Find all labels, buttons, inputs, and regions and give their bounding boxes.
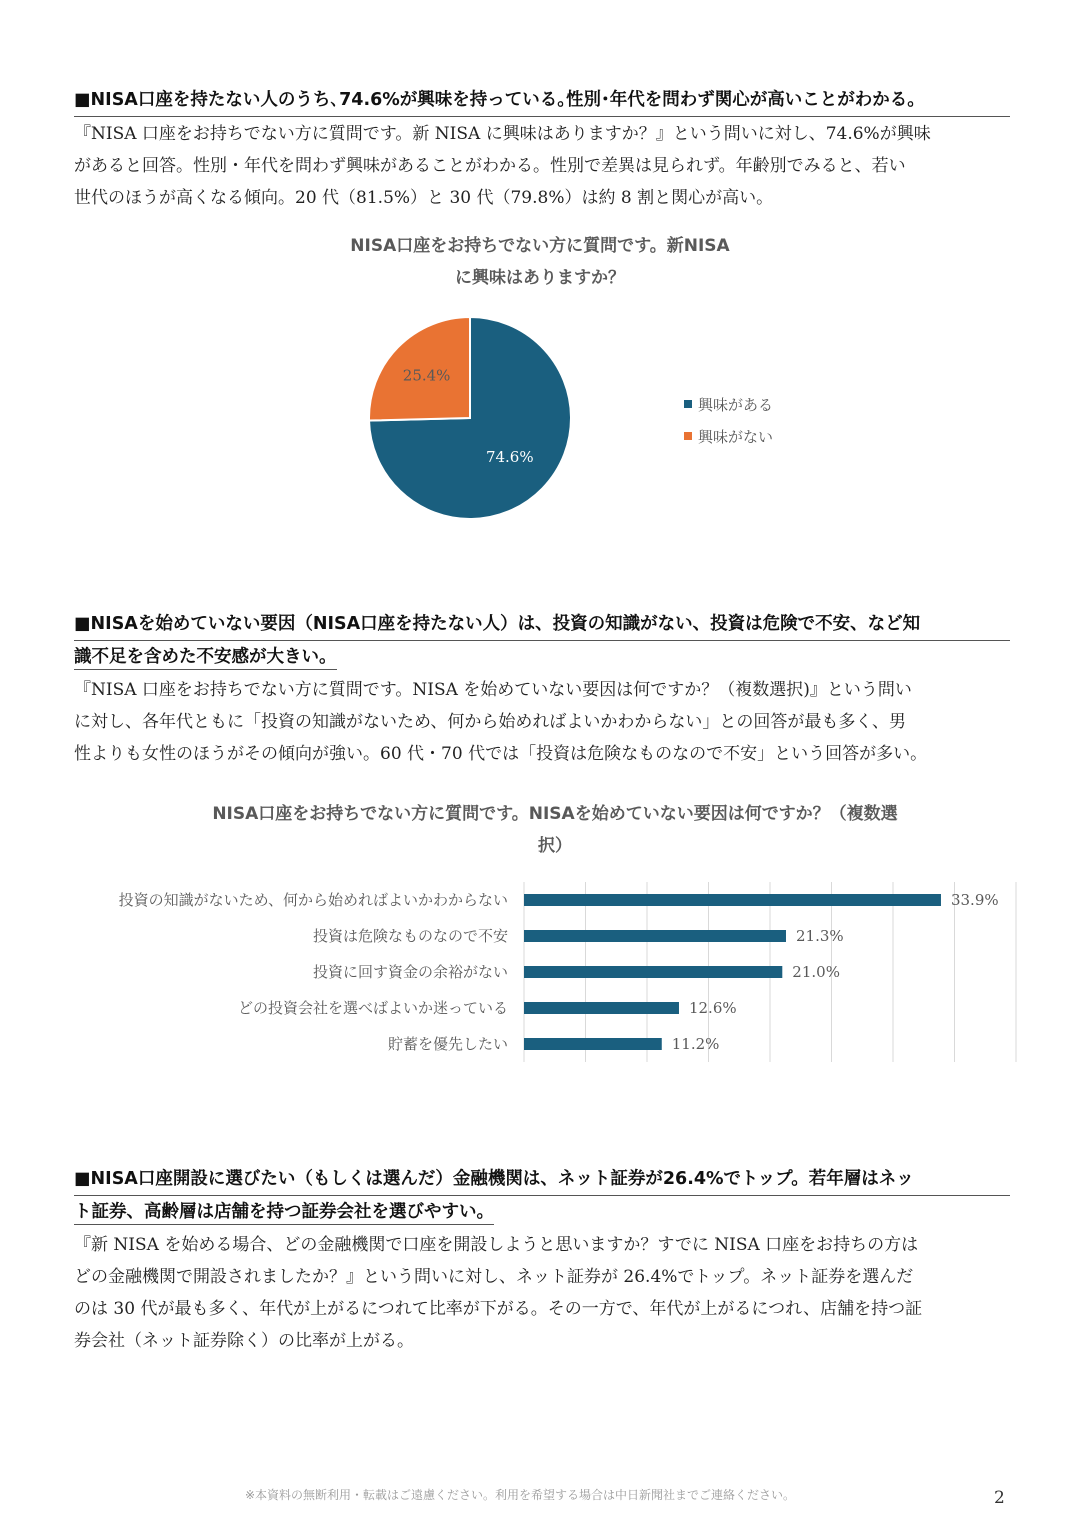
bar-2 [524, 966, 782, 978]
bar-3 [524, 1002, 679, 1014]
section3-heading [74, 1163, 1010, 1228]
section1-para-line: 『NISA 口座をお持ちでない方に質問です。新 NISA に興味はありますか？』という問いに対し、74.6%が興味 [74, 124, 931, 144]
bar-value-label: 33.9% [950, 891, 999, 909]
page-number: 2 [994, 1488, 1005, 1508]
bar-category-label: 投資は危険なものなので不安 [312, 927, 508, 945]
bar-category-label: 投資に回す資金の余裕がない [312, 963, 508, 981]
bar-category-label: どの投資会社を選べばよいか迷っている [237, 999, 508, 1017]
section3-para-line: 『新 NISA を始める場合、どの金融機関で口座を開設しようと思いますか？すでに NISA 口座をお持ちの方は [74, 1235, 919, 1255]
pie-title-line: NISA口座をお持ちでない方に質問です。新NISA [350, 236, 730, 256]
pie-legend [684, 388, 773, 452]
footer-note: ※本資料の無断利用・転載はご遠慮ください。利用を希望する場合は中日新聞社までご連絡ください。 [244, 1488, 796, 1502]
section3-para-line: 券会社（ネット証券除く）の比率が上がる。 [74, 1331, 414, 1351]
bar-title-line: NISA口座をお持ちでない方に質問です。NISAを始めていない要因は何ですか？（複数選 [212, 804, 898, 824]
section1-paragraph [74, 118, 1010, 214]
bar-value-label: 11.2% [671, 1035, 720, 1053]
section3-heading-line: ト証券、高齢層は店舗を持つ証券会社を選びやすい。 [74, 1202, 494, 1225]
bar-chart [510, 878, 1040, 1068]
section2-para-line: 性よりも女性のほうがその傾向が強い。60 代・70 代では「投資は危険なものなので不安」という回答が多い。 [74, 744, 928, 764]
legend-item-interested [684, 388, 773, 420]
bar-category-label: 貯蓄を優先したい [387, 1035, 508, 1053]
bar-value-label: 21.0% [792, 963, 840, 981]
bar-1 [524, 930, 786, 942]
pie-chart-title [290, 230, 790, 294]
section2-heading [74, 608, 1010, 673]
legend-label: 興味がない [698, 427, 774, 446]
section2-heading-line: ■NISAを始めていない要因（NISA口座を持たない人）は、投資の知識がない、投資は危険で不安、など知 [74, 608, 1010, 641]
section2-paragraph [74, 674, 1010, 770]
bar-title-line: 択） [538, 836, 572, 856]
bar-chart-title [150, 798, 960, 862]
section1-heading: ■NISA口座を持たない人のうち､74.6%が興味を持っている｡性別･年代を問わず関心が高いことがわかる｡ [74, 84, 1010, 117]
legend-swatch [684, 432, 692, 440]
bar-value-label: 12.6% [688, 999, 737, 1017]
bar-value-label: 21.3% [795, 927, 844, 945]
pie-chart [360, 308, 580, 528]
section3-paragraph [74, 1229, 1010, 1357]
section3-para-line: どの金融機関で開設されましたか？』という問いに対し、ネット証券が 26.4%でトップ。ネット証券を選んだ [74, 1267, 914, 1287]
section2-para-line: 『NISA 口座をお持ちでない方に質問です。NISA を始めていない要因は何ですか？（複数選択)』という問い [74, 680, 912, 700]
pie-data-label: 74.6% [485, 447, 534, 466]
section1-para-line: があると回答。性別・年代を問わず興味があることがわかる。性別で差異は見られず。年齢別でみると、若い [74, 156, 906, 176]
pie-data-label: 25.4% [402, 366, 451, 385]
bar-4 [524, 1038, 662, 1050]
section3-para-line: のは 30 代が最も多く、年代が上がるにつれて比率が下がる。その一方で、年代が上がるにつれ、店舗を持つ証 [74, 1299, 923, 1319]
section2-para-line: に対し、各年代ともに「投資の知識がないため、何から始めればよいかわからない」との回答が最も多く、男 [74, 712, 906, 732]
legend-label: 興味がある [698, 395, 774, 414]
legend-item-not-interested [684, 420, 773, 452]
bar-0 [524, 894, 941, 906]
legend-swatch [684, 400, 692, 408]
pie-title-line: に興味はありますか？ [455, 268, 625, 288]
section2-heading-line: 識不足を含めた不安感が大きい。 [74, 647, 337, 670]
section1-para-line: 世代のほうが高くなる傾向。20 代（81.5%）と 30 代（79.8%）は約 8 割と関心が高い。 [74, 188, 774, 208]
bar-category-label: 投資の知識がないため、何から始めればよいかわからない [118, 891, 508, 909]
section3-heading-line: ■NISA口座開設に選びたい（もしくは選んだ）金融機関は、ネット証券が26.4%でトップ。若年層はネッ [74, 1163, 1010, 1196]
